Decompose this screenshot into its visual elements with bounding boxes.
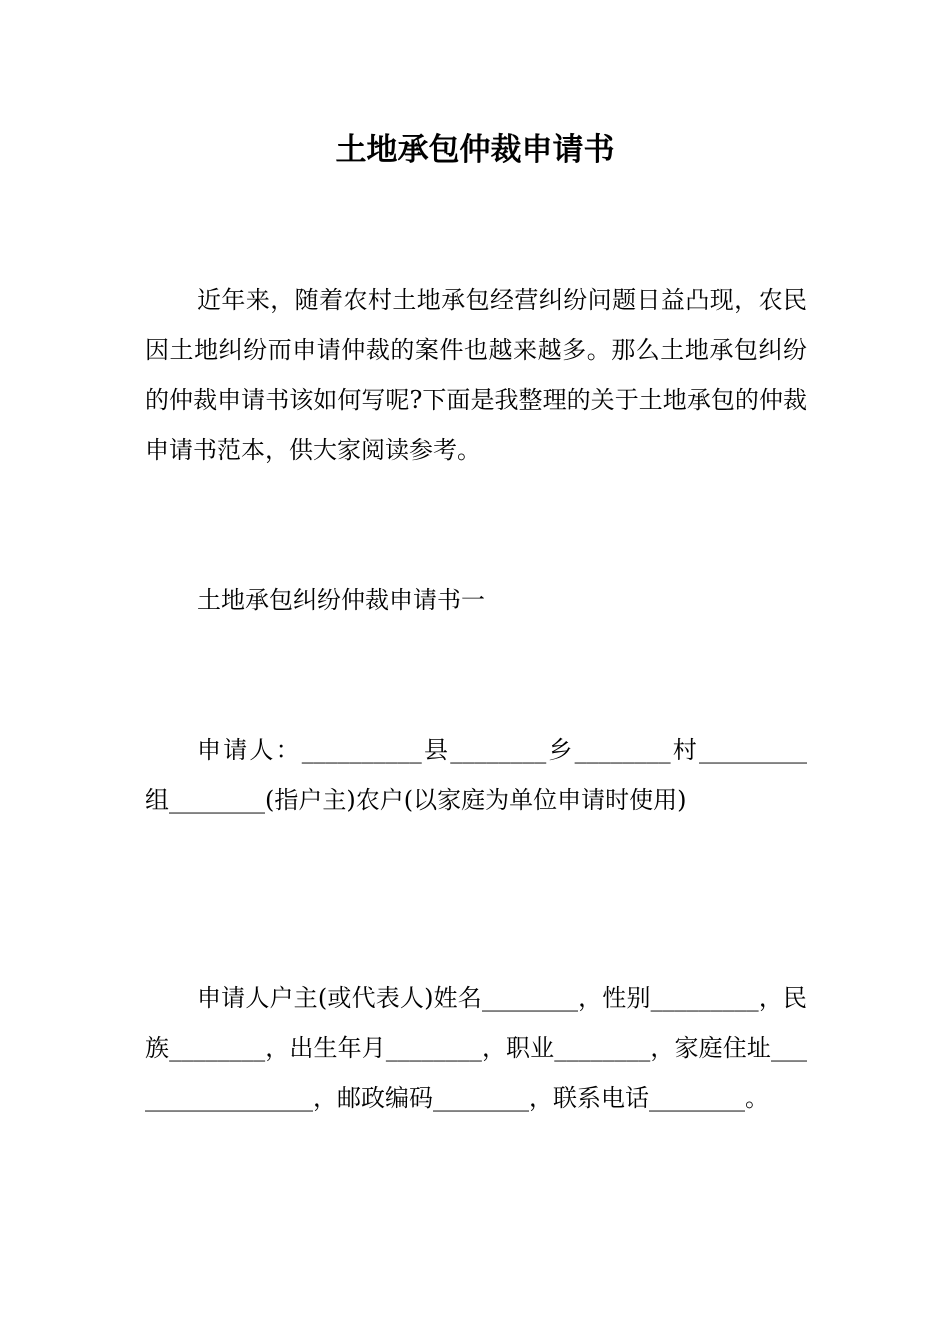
section-subtitle: 土地承包纠纷仲裁申请书一 [197,586,485,614]
intro-paragraph: 近年来，随着农村土地承包经营纠纷问题日益凸现，农民因土地纠纷而申请仲裁的案件也越来越多。那么土地承包纠纷的仲裁申请书该如何写呢?下面是我整理的关于土地承包的仲裁申请书范本，供大家阅读参考。 [145,286,807,464]
page-title: 土地承包仲裁申请书 [335,132,615,168]
applicant-info-paragraph: 申请人户主(或代表人)姓名________，性别_________，民族________，出生年月________，职业________，家庭住址_________________，邮政编码________，联系电话________。 [145,984,807,1112]
applicant-paragraph: 申请人：__________县________乡________村_________组________(指户主)农户(以家庭为单位申请时使用) [145,736,807,814]
